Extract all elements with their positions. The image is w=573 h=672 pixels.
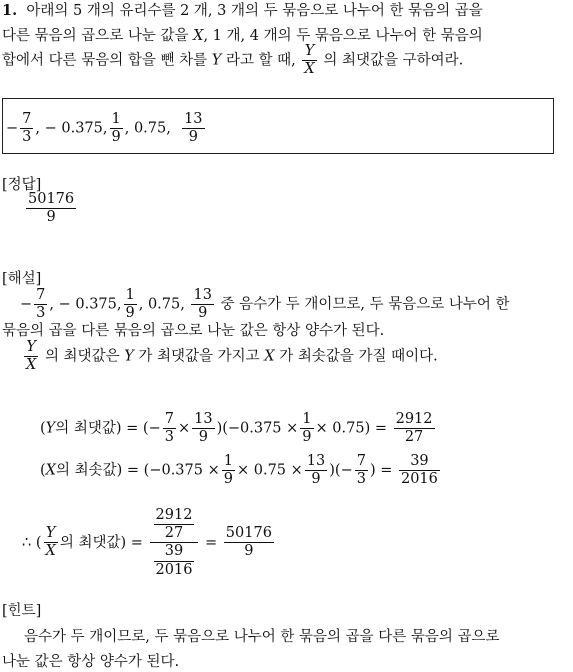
fraction-7-3: $\frac{7}{3}$ [22,111,32,146]
solution-line-3: $\frac{Y}{X}$ 의 최댓값은 Y 가 최댓값을 가지고 X 가 최솟값을 가질 때이다. [26,339,438,374]
hint-line-1: 음수가 두 개이므로, 두 묶음으로 나누어 한 묶음의 곱을 다른 묶음의 곱으로 [24,629,500,645]
equation-x-min: (X의 최솟값) = (−0.375 × $\frac{1}{9}$ × 0.75 × $\frac{13}{9}$ )(− $\frac{7}{3}$ ) = $\frac{39}{2016}$ [40,453,438,488]
numbers-list: − $\frac{7}{3}$ , − 0.375, $\frac{1}{9}$ , 0.75, $\frac{13}{9}$ [6,111,203,146]
problem-line-3 [2,44,463,77]
var-y: Y [211,52,222,69]
fraction-1-9: $\frac{1}{9}$ [111,111,121,146]
problem-text-3a: 합에서 다른 묶음의 합을 뺀 차를 [2,52,208,69]
hint-line-2: 나눈 값은 항상 양수가 된다. [2,654,180,670]
fraction-y-over-x: $\frac{Y}{X}$ [304,43,315,78]
compound-fraction: $\frac{\frac{2912}{27}}{\frac{39}{2016}}$ [150,508,199,578]
answer-label: [정답] [2,177,42,193]
problem-line-1 [2,4,483,19]
solution-line-2: 묶음의 곱을 다른 묶음의 곱으로 나눈 값은 항상 양수가 된다. [2,323,385,339]
problem-number: 1. [2,2,18,19]
problem-text-3c: 의 최댓값을 구하여라. [323,52,464,69]
equation-y-max: (Y의 최댓값) = (− $\frac{7}{3}$ × $\frac{13}{9}$ )(−0.375 × $\frac{1}{9}$ × 0.75) = $\frac{2912}{27}$ [40,411,433,446]
equation-final: ∴ ( $\frac{Y}{X}$ 의 최댓값) = $\frac{\frac{2912}{27}}{\frac{39}{2016}}$ = $\frac{50176}{9}$ [22,507,272,578]
solution-line-1: − $\frac{7}{3}$ , − 0.375, $\frac{1}{9}$ , 0.75, $\frac{13}{9}$ 중 음수가 두 개이므로, 두 묶음으로 나누어 한 [20,287,510,322]
answer-fraction: $\frac{50176}{9}$ [28,191,75,226]
problem-text-2b: , 1 개, 4 개의 두 묶음으로 나누어 한 묶음의 [203,28,483,44]
hint-label: [힌트] [2,603,42,619]
problem-text-1: 아래의 5 개의 유리수를 2 개, 3 개의 두 묶음으로 나누어 한 묶음의 곱을 [26,3,483,19]
solution-label: [해설] [2,271,42,287]
problem-text-2a: 다른 묶음의 곱으로 나눈 값을 [2,28,189,44]
fraction-13-9: $\frac{13}{9}$ [184,111,203,146]
problem-line-2 [2,29,483,44]
var-x: X [193,28,204,44]
problem-text-3b: 라고 할 때, [225,52,296,69]
